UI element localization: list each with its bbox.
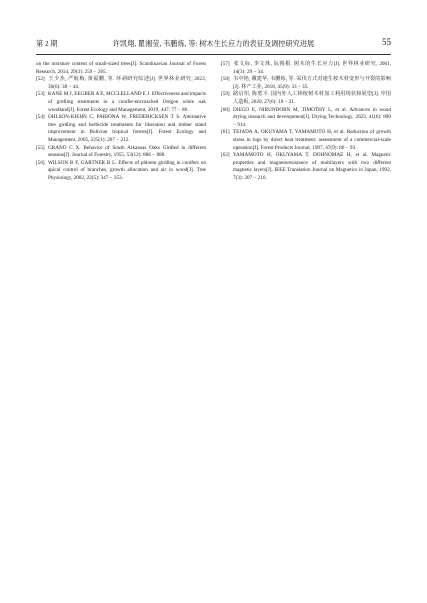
running-title: 许凯翔, 瞿湘莹, 韦鹏炼, 等: 树木生长应力的表征及调控研究进展	[112, 40, 315, 48]
reference-item	[221, 129, 391, 152]
reference-item	[221, 152, 391, 182]
reference-item	[221, 107, 391, 130]
reference-number: [53]	[36, 91, 45, 98]
header-rule	[36, 54, 391, 55]
reference-text: OHLSON-KIEHN C, PARIONA W, FREDERICKSEN T S. Alternative tree girdling and herbicide treatments for liberation and timber stand improvement in Bolivian tropical forests[J]. Forest Ecology and Management, 2005, 225(1): 207 − 212.	[48, 114, 206, 143]
reference-number: [52]	[36, 76, 45, 83]
reference-text: TEJADA A, OKUYAMA T, YAMAMOTO H, et al. Reduction of growth stress in logs by direct heat treatment: assessment of a commercial-scale operation[J]. Forest Products Journal, 1997, 47(9): 86 − 93.	[233, 129, 391, 151]
reference-item	[36, 91, 206, 114]
reference-text: 张文标, 李文珠, 阮锡根. 树木的生长应力[J]. 世界林业研究, 2001, 14(3): 29 − 34.	[233, 61, 391, 75]
reference-number: [58]	[221, 76, 230, 83]
references-right-column	[221, 61, 391, 183]
reference-text: 路启恒, 陈勇平. 国内外人工林桉树木材加工利用现状和展望[J]. 中国人造板, 2020, 27(6): 18 − 21.	[233, 91, 391, 105]
reference-item	[221, 61, 391, 76]
reference-number: [59]	[221, 91, 230, 98]
reference-number: [54]	[36, 114, 45, 121]
reference-item	[36, 145, 206, 160]
reference-number: [60]	[221, 106, 230, 113]
reference-item	[36, 76, 206, 91]
reference-item	[36, 160, 206, 183]
running-header	[36, 38, 391, 54]
reference-text: YAMAMOTO H, OKUYAMA T, DOHNOMAE H, et al. Magnetic properties and magnetoresistance of multilayers with two different magnetic layers[J]. IEEE Translation Journal on Magnetics in Japan, 1992, 7(3): 207 − 216.	[233, 152, 391, 181]
reference-item	[221, 91, 391, 106]
reference-item	[36, 61, 206, 76]
reference-text: KANE M J, EEGBER A E, MCCLELLAND E J. Effectiveness and impacts of girdling treatments in a conifer-encroached Oregon white oak woodland[J]. Forest Ecology and Management, 2019, 447: 77 − 86.	[48, 91, 206, 113]
page-number: 55	[382, 37, 391, 47]
reference-number: [57]	[221, 61, 230, 67]
references-left-column	[36, 61, 206, 183]
reference-text: WILSON B F, GARTNER B L. Effects of phloem girdling in conifers on apical control of branches, growth allocation and air in wood[J]. Tree Physiology, 2002, 22(5): 347 − 353.	[48, 159, 206, 181]
reference-text: GRANO C X. Behavior of South Arkansas Oaks Girdled in different seasons[J]. Journal of Forestry, 1955, 53(12): 886 − 888.	[48, 144, 206, 159]
reference-text: on the moisture content of small-sized trees[J]. Scandinavian Journal of Forest Research, 2014, 29(3): 259 − 265.	[36, 61, 206, 75]
reference-number: [61]	[221, 129, 230, 136]
reference-item	[36, 114, 206, 144]
reference-text: DIEGO E, NIRUNDORN M, TIMOTHY L, et al. Advances in wood drying research and development[J]. Drying Technology, 2023, 41(6): 890 − 914.	[233, 106, 391, 128]
issue-label: 第 2 期	[36, 40, 58, 48]
reference-item	[221, 76, 391, 91]
reference-number: [62]	[221, 152, 230, 159]
reference-text: 王少杰, 严航梅, 黄福鹏, 等. 环剥研究综述[J]. 世界林业研究, 2023, 36(6): 38 − 44.	[48, 76, 206, 90]
reference-number: [55]	[36, 144, 45, 151]
reference-number: [56]	[36, 159, 45, 166]
reference-text: 韦中艳, 戴建华, 韦鹏炼, 等. 采伐方式对速生桉木材变形与开裂的影响[J]. 林产工业, 2018, 45(9): 33 − 35.	[233, 76, 391, 90]
